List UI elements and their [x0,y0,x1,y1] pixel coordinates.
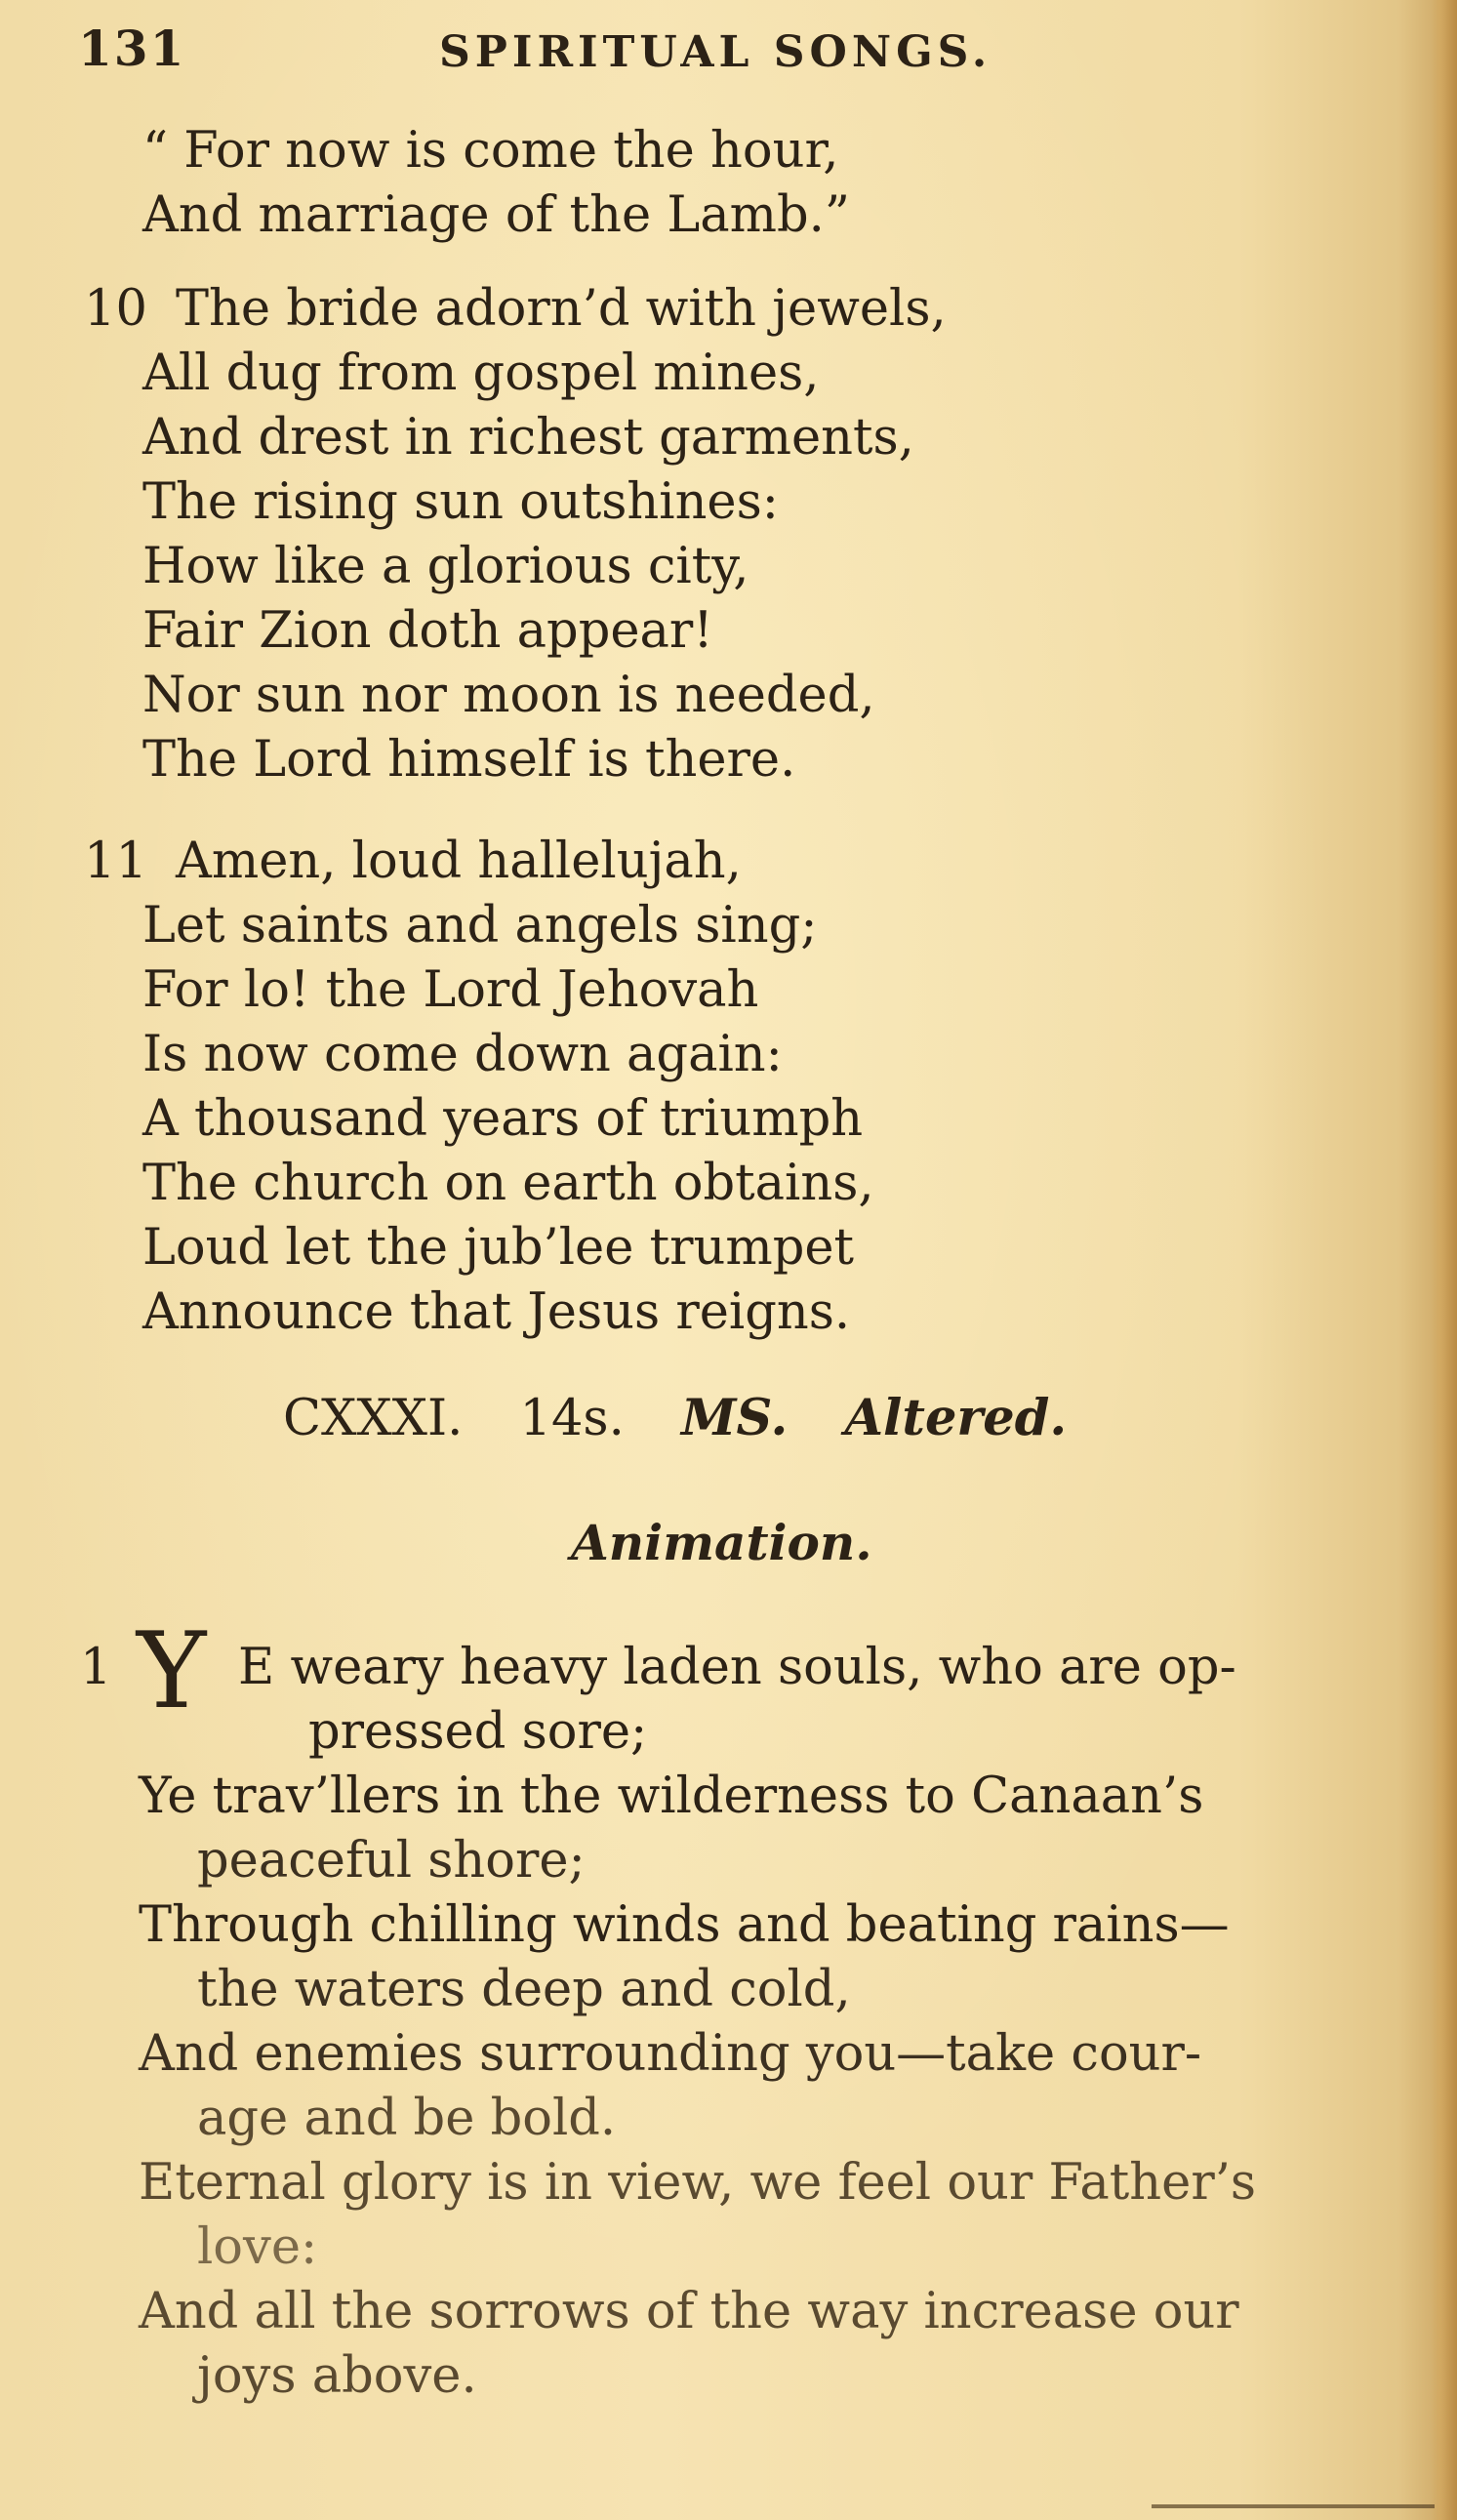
verse-line: the waters deep and cold, [197,1961,851,2018]
verse-line: Loud let the jub’lee trumpet [142,1219,855,1277]
verse-line: pressed sore; [308,1703,648,1761]
verse-line: “ For now is come the hour, [142,122,839,180]
verse-line: Fair Zion doth appear! [142,602,713,660]
verse-line: age and be bold. [197,2090,617,2147]
hymn-note: Altered. [844,1389,1068,1447]
verse-line: For lo! the Lord Jehovah [142,961,759,1019]
hymn-meter: 14s. [519,1390,625,1447]
verse-line: Announce that Jesus reigns. [142,1283,851,1341]
hymn-source: MS. [681,1389,789,1447]
verse-line: joys above. [197,2347,477,2405]
verse-line: And drest in richest garments, [142,409,914,467]
verse-line: E weary heavy laden souls, who are op- [238,1639,1236,1696]
verse-line: And enemies surrounding you—take cour- [139,2025,1202,2083]
running-head: SPIRITUAL SONGS. [439,27,992,77]
verse-line: Let saints and angels sing; [142,897,818,955]
verse-line: Is now come down again: [142,1026,783,1083]
verse-line: A thousand years of triumph [142,1090,864,1148]
verse-line: love: [197,2218,318,2276]
verse-line: How like a glorious city, [142,538,749,595]
stanza-number: 10 [84,280,147,338]
page-number: 131 [78,20,186,77]
verse-line: The church on earth obtains, [142,1155,874,1212]
page-edge [1432,0,1457,2520]
verse-line: Eternal glory is in view, we feel our Father’s [139,2154,1257,2212]
bottom-rule [1152,2504,1435,2508]
hymn-heading [283,1386,1220,1451]
verse-line: The bride adorn’d with jewels, [176,280,947,338]
tune-name: Animation. [571,1514,872,1571]
page-header [78,20,995,88]
verse-line: The Lord himself is there. [142,731,796,789]
verse-line: Amen, loud hallelujah, [176,833,742,890]
drop-cap: Y [137,1610,207,1732]
stanza-number: 11 [84,833,147,890]
verse-line: And marriage of the Lamb.” [142,186,850,244]
verse-line: The rising sun outshines: [142,473,779,531]
verse-line: Nor sun nor moon is needed, [142,667,875,724]
hymn-number: CXXXI. [283,1390,464,1447]
verse-line: peaceful shore; [197,1832,586,1890]
verse-line: Through chilling winds and beating rains— [139,1896,1230,1954]
verse-line: And all the sorrows of the way increase our [139,2283,1239,2340]
verse-line: Ye trav’llers in the wilderness to Canaan’s [139,1768,1204,1825]
stanza-number: 1 [80,1639,112,1696]
verse-line: All dug from gospel mines, [142,345,820,402]
